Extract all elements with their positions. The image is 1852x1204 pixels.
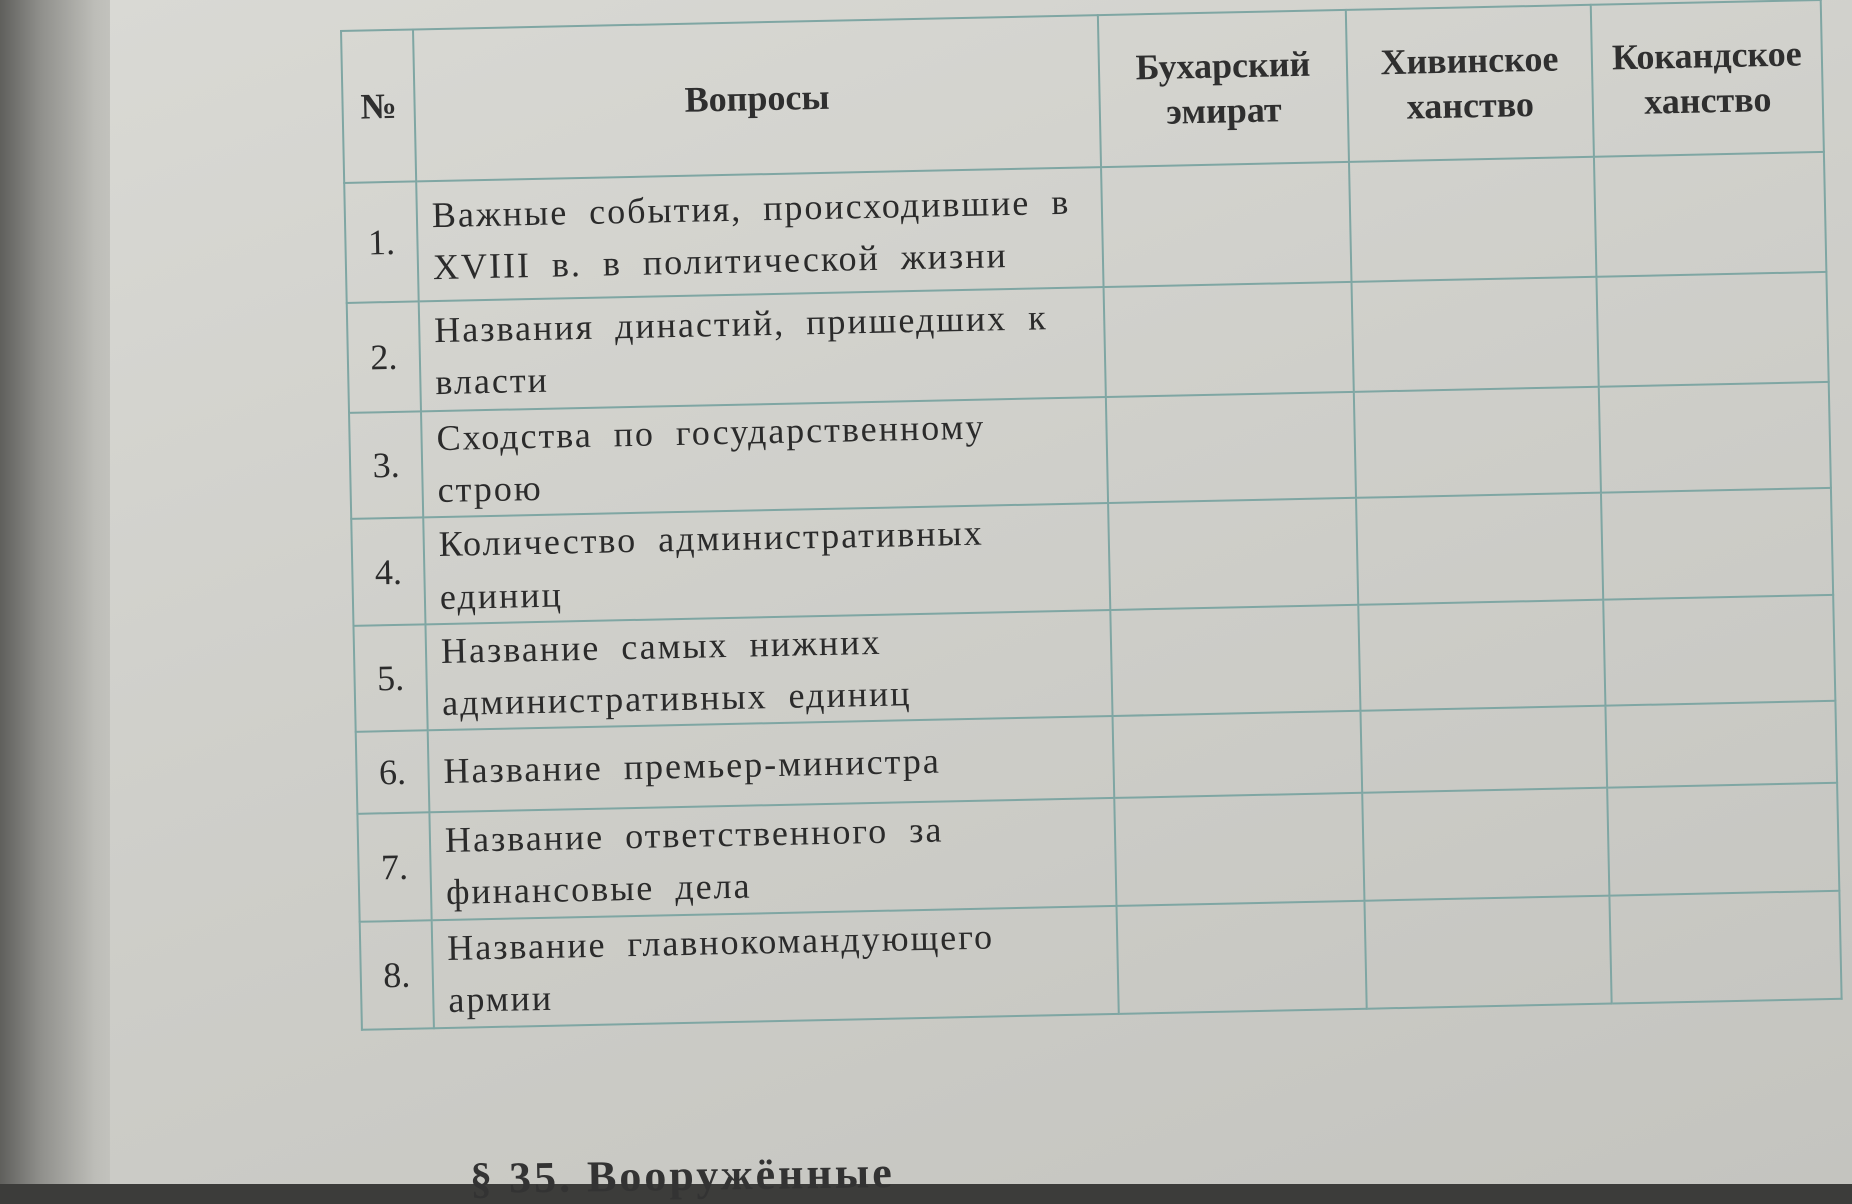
row-question: Название премьер-министра: [428, 716, 1115, 812]
answer-cell-kokand[interactable]: [1594, 152, 1826, 277]
answer-cell-bukhara[interactable]: [1114, 793, 1364, 906]
answer-cell-bukhara[interactable]: [1117, 901, 1367, 1014]
header-khiva-khanate: Хивинское ханство: [1346, 5, 1594, 162]
answer-cell-kokand[interactable]: [1605, 701, 1837, 788]
row-question: Сходства по государственному строю: [421, 397, 1108, 518]
comparison-table: [340, 0, 1843, 1031]
answer-cell-bukhara[interactable]: [1101, 162, 1351, 287]
answer-cell-khiva[interactable]: [1351, 277, 1598, 392]
row-number: 4.: [351, 518, 425, 626]
row-number: 2.: [347, 301, 421, 412]
row-question: Количество административных единиц: [423, 503, 1110, 624]
answer-cell-khiva[interactable]: [1349, 157, 1596, 282]
row-question: Название главнокомандующего армии: [432, 906, 1119, 1028]
answer-cell-kokand[interactable]: [1607, 783, 1839, 896]
answer-cell-khiva[interactable]: [1364, 896, 1611, 1009]
answer-cell-kokand[interactable]: [1601, 488, 1833, 599]
row-number: 6.: [356, 730, 430, 813]
header-questions: Вопросы: [413, 15, 1101, 181]
answer-cell-khiva[interactable]: [1358, 599, 1605, 710]
row-question: Важные события, происходившие в XVIII в. в политической жизни: [416, 167, 1103, 301]
row-question: Название ответственного за финансовые дела: [429, 798, 1116, 920]
row-number: 1.: [344, 181, 418, 302]
table-header-row: [341, 0, 1824, 183]
row-question: Названия династий, пришедших к власти: [419, 287, 1106, 411]
row-number: 8.: [360, 920, 434, 1029]
row-number: 5.: [353, 624, 427, 732]
answer-cell-bukhara[interactable]: [1110, 605, 1360, 717]
header-number: №: [341, 29, 416, 182]
comparison-table-container: [340, 0, 1842, 1095]
answer-cell-khiva[interactable]: [1356, 493, 1603, 604]
row-question: Название самых нижних административных единиц: [425, 610, 1112, 731]
header-kokand-khanate: Кокандское ханство: [1591, 0, 1824, 157]
row-number: 7.: [357, 812, 431, 921]
answer-cell-bukhara[interactable]: [1113, 711, 1363, 798]
answer-cell-khiva[interactable]: [1362, 788, 1609, 901]
answer-cell-kokand[interactable]: [1609, 891, 1841, 1004]
section-heading: § 35. Вооружённые: [469, 1148, 896, 1203]
answer-cell-kokand[interactable]: [1596, 272, 1828, 387]
answer-cell-bukhara[interactable]: [1104, 282, 1354, 397]
answer-cell-khiva[interactable]: [1354, 387, 1601, 498]
header-bukhara-emirate: Бухарский эмират: [1098, 10, 1349, 167]
row-number: 3.: [349, 411, 423, 519]
answer-cell-kokand[interactable]: [1603, 595, 1835, 706]
answer-cell-kokand[interactable]: [1599, 382, 1831, 493]
answer-cell-bukhara[interactable]: [1108, 498, 1358, 610]
answer-cell-khiva[interactable]: [1360, 706, 1607, 793]
answer-cell-bukhara[interactable]: [1106, 392, 1356, 504]
